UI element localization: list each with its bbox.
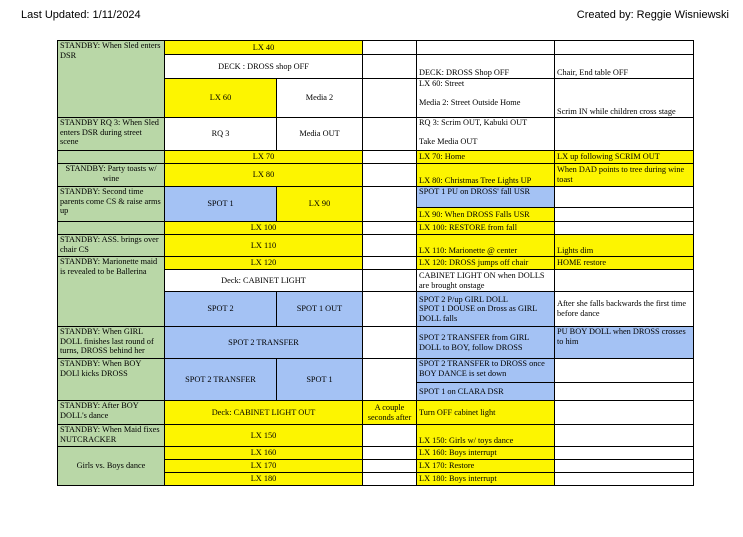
standby-cell: STANDBY: When GIRL DOLL finishes last round of turns, DROSS behind her bbox=[58, 327, 165, 359]
standby-cell: STANDBY: Party toasts w/ wine bbox=[58, 164, 165, 187]
notes-cell bbox=[555, 41, 694, 55]
description-cell: Turn OFF cabinet light bbox=[417, 401, 555, 425]
standby-cell: Girls vs. Boys dance bbox=[58, 447, 165, 486]
description-cell: SPOT 1 PU on DROSS' fall USR bbox=[417, 187, 555, 208]
description-cell: LX 150: Girls w/ toys dance bbox=[417, 425, 555, 447]
description-line: SPOT 1 DOUSE on Dross as GIRL DOLL falls bbox=[419, 304, 538, 323]
timing-cell bbox=[363, 118, 417, 151]
timing-cell bbox=[363, 41, 417, 55]
cue-cell: Media 2 bbox=[277, 79, 363, 118]
description-line: SPOT 2 P/up GIRL DOLL bbox=[419, 294, 508, 304]
description-cell: SPOT 2 TRANSFER to DROSS once BOY DANCE is set down bbox=[417, 359, 555, 383]
cue-cell: LX 160 bbox=[165, 447, 363, 460]
description-line: Media 2: Street Outside Home bbox=[419, 97, 521, 107]
notes-cell bbox=[555, 222, 694, 235]
notes-cell: When DAD points to tree during wine toast bbox=[555, 164, 694, 187]
standby-cell: STANDBY: After BOY DOLL's dance bbox=[58, 401, 165, 425]
notes-cell bbox=[555, 187, 694, 208]
description-cell: LX 110: Marionette @ center bbox=[417, 235, 555, 257]
notes-cell bbox=[555, 473, 694, 486]
notes-cell bbox=[555, 383, 694, 401]
description-cell: DECK: DROSS Shop OFF bbox=[417, 55, 555, 79]
description-cell: LX 180: Boys interrupt bbox=[417, 473, 555, 486]
timing-cell bbox=[363, 425, 417, 447]
timing-cell bbox=[363, 473, 417, 486]
cue-cell: LX 80 bbox=[165, 164, 363, 187]
cue-cell: Deck: CABINET LIGHT OUT bbox=[165, 401, 363, 425]
cue-cell: Deck: CABINET LIGHT bbox=[165, 270, 363, 292]
description-cell: LX 70: Home bbox=[417, 151, 555, 164]
description-cell: LX 100: RESTORE from fall bbox=[417, 222, 555, 235]
notes-cell bbox=[555, 425, 694, 447]
timing-cell bbox=[363, 292, 417, 327]
timing-cell bbox=[363, 460, 417, 473]
cue-cell: LX 120 bbox=[165, 257, 363, 270]
standby-cell: STANDBY: When Maid fixes NUTCRACKER bbox=[58, 425, 165, 447]
cue-cell: LX 110 bbox=[165, 235, 363, 257]
cue-cell: SPOT 2 TRANSFER bbox=[165, 359, 277, 401]
standby-cell: STANDBY: ASS. brings over chair CS bbox=[58, 235, 165, 257]
timing-cell: A couple seconds after bbox=[363, 401, 417, 425]
standby-cell: STANDBY: When BOY DOLl kicks DROSS bbox=[58, 359, 165, 401]
description-cell: LX 90: When DROSS Falls USR bbox=[417, 208, 555, 222]
timing-cell bbox=[363, 164, 417, 187]
notes-cell: HOME restore bbox=[555, 257, 694, 270]
timing-cell bbox=[363, 222, 417, 235]
notes-cell: PU BOY DOLL when DROSS crosses to him bbox=[555, 327, 694, 359]
cue-cell: SPOT 1 bbox=[277, 359, 363, 401]
notes-cell: Chair, End table OFF bbox=[555, 55, 694, 79]
cue-cell: SPOT 2 TRANSFER bbox=[165, 327, 363, 359]
timing-cell bbox=[363, 235, 417, 257]
notes-cell bbox=[555, 460, 694, 473]
cue-cell: DECK : DROSS shop OFF bbox=[165, 55, 363, 79]
notes-cell: LX up following SCRIM OUT bbox=[555, 151, 694, 164]
notes-cell: After she falls backwards the first time before dance bbox=[555, 292, 694, 327]
description-cell: SPOT 2 TRANSFER from GIRL DOLL to BOY, follow DROSS bbox=[417, 327, 555, 359]
description-line: RQ 3: Scrim OUT, Kabuki OUT bbox=[419, 118, 528, 127]
timing-cell bbox=[363, 327, 417, 359]
standby-cell bbox=[58, 151, 165, 164]
timing-cell bbox=[363, 257, 417, 270]
description-cell: CABINET LIGHT ON when DOLLS are brought onstage bbox=[417, 270, 555, 292]
timing-cell bbox=[363, 55, 417, 79]
cue-cell: Media OUT bbox=[277, 118, 363, 151]
notes-cell bbox=[555, 447, 694, 460]
standby-cell: STANDBY: Second time parents come CS & raise arms up bbox=[58, 187, 165, 222]
last-updated: Last Updated: 1/11/2024 bbox=[21, 9, 141, 21]
timing-cell bbox=[363, 79, 417, 118]
cue-cell: LX 70 bbox=[165, 151, 363, 164]
cue-cell: SPOT 2 bbox=[165, 292, 277, 327]
description-line: Take Media OUT bbox=[419, 136, 478, 146]
cue-cell: LX 180 bbox=[165, 473, 363, 486]
notes-cell bbox=[555, 359, 694, 383]
created-by: Created by: Reggie Wisniewski bbox=[576, 9, 729, 21]
cue-sheet-table bbox=[57, 40, 694, 486]
notes-cell bbox=[555, 208, 694, 222]
description-cell: LX 160: Boys interrupt bbox=[417, 447, 555, 460]
notes-cell: Lights dim bbox=[555, 235, 694, 257]
timing-cell bbox=[363, 187, 417, 222]
description-cell bbox=[417, 41, 555, 55]
standby-cell: STANDBY: Marionette maid is revealed to be Ballerina bbox=[58, 257, 165, 327]
cue-cell: LX 170 bbox=[165, 460, 363, 473]
description-cell: LX 120: DROSS jumps off chair bbox=[417, 257, 555, 270]
description-line: LX 60: Street bbox=[419, 79, 465, 88]
notes-cell bbox=[555, 118, 694, 151]
description-cell: LX 170: Restore bbox=[417, 460, 555, 473]
cue-cell: LX 90 bbox=[277, 187, 363, 222]
cue-cell: LX 150 bbox=[165, 425, 363, 447]
description-cell: LX 80: Christmas Tree Lights UP bbox=[417, 164, 555, 187]
cue-cell: SPOT 1 bbox=[165, 187, 277, 222]
timing-cell bbox=[363, 270, 417, 292]
cue-cell: RQ 3 bbox=[165, 118, 277, 151]
timing-cell bbox=[363, 151, 417, 164]
standby-cell bbox=[58, 222, 165, 235]
cue-cell: SPOT 1 OUT bbox=[277, 292, 363, 327]
timing-cell bbox=[363, 447, 417, 460]
notes-cell: Scrim IN while children cross stage bbox=[555, 79, 694, 118]
cue-cell: LX 100 bbox=[165, 222, 363, 235]
description-cell bbox=[417, 118, 555, 151]
standby-cell: STANDBY: When Sled enters DSR bbox=[58, 41, 165, 118]
description-cell bbox=[417, 79, 555, 118]
standby-cell: STANDBY RQ 3: When Sled enters DSR during street scene bbox=[58, 118, 165, 151]
notes-cell bbox=[555, 401, 694, 425]
cue-cell: LX 40 bbox=[165, 41, 363, 55]
description-cell bbox=[417, 292, 555, 327]
timing-cell bbox=[363, 359, 417, 401]
cue-cell: LX 60 bbox=[165, 79, 277, 118]
description-cell: SPOT 1 on CLARA DSR bbox=[417, 383, 555, 401]
notes-cell bbox=[555, 270, 694, 292]
